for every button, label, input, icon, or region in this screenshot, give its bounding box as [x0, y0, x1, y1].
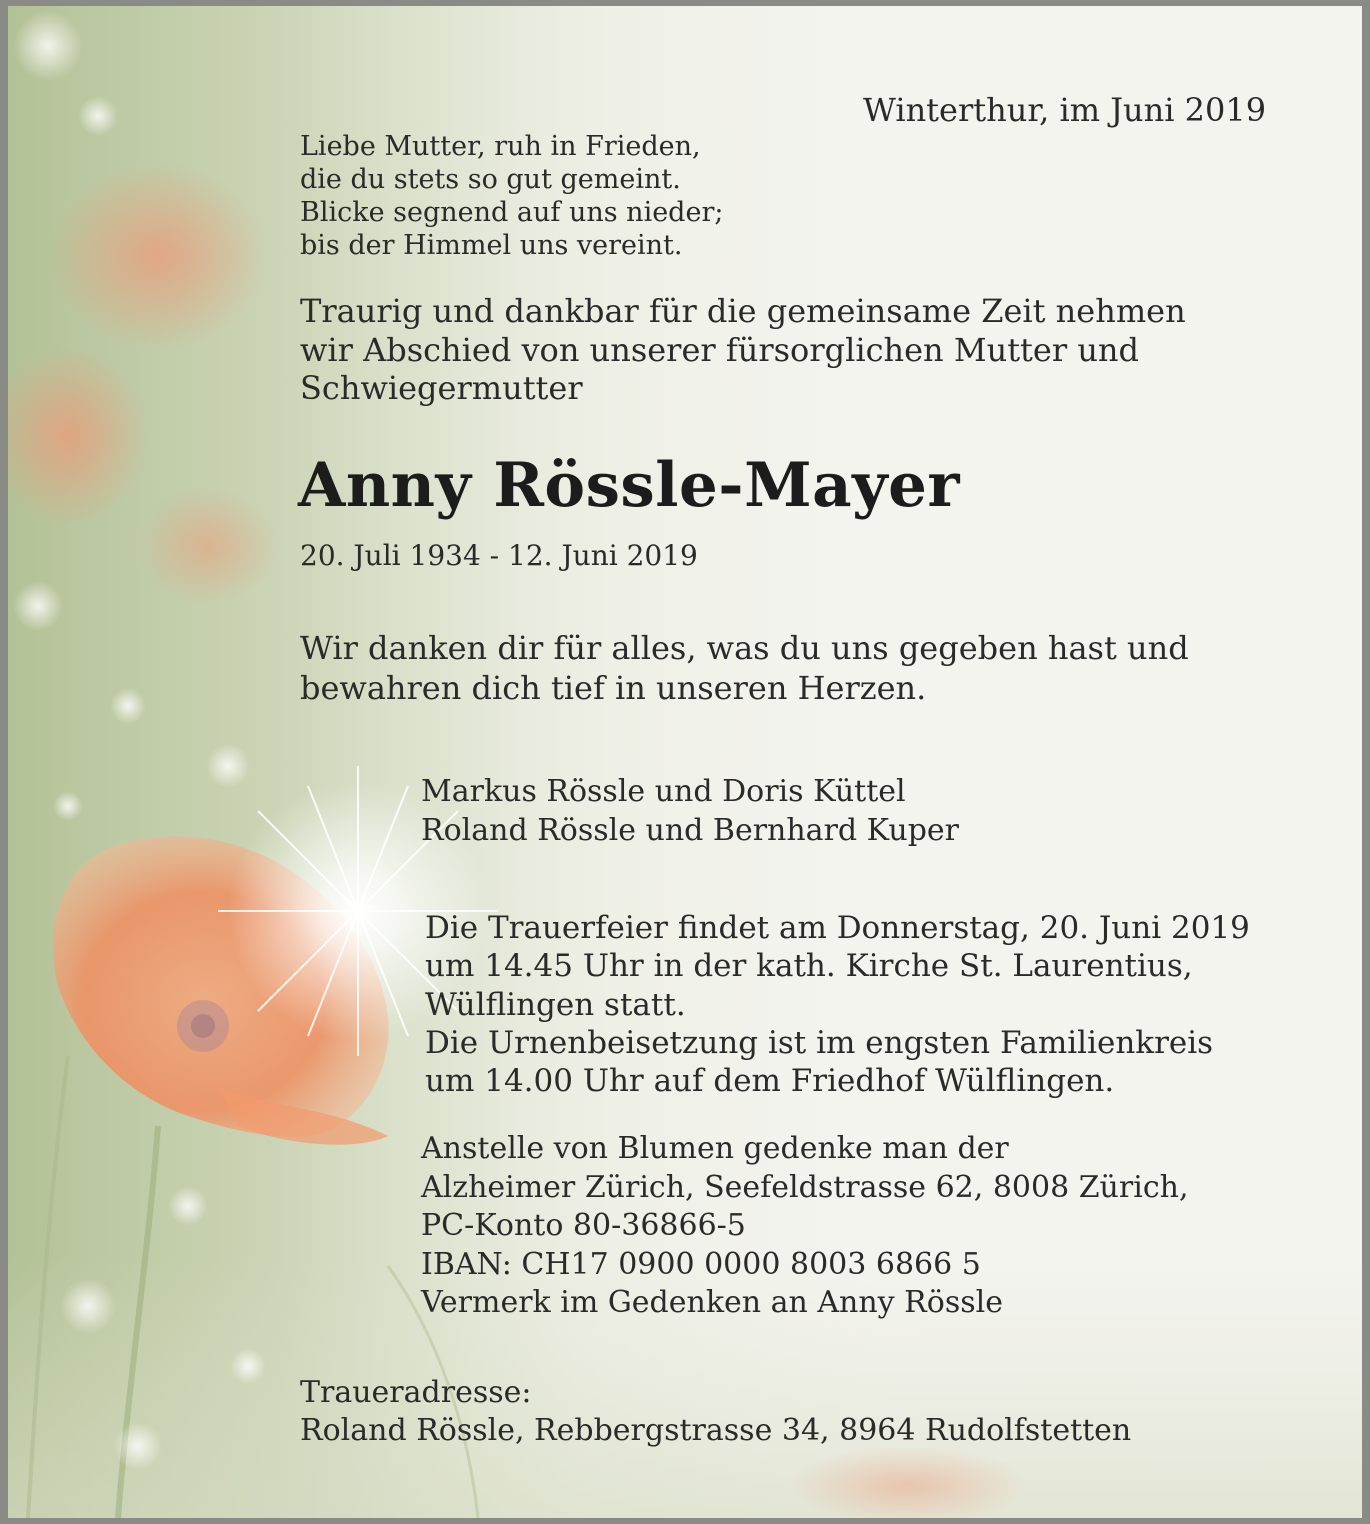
thanks-text [300, 628, 1189, 708]
intro-line: wir Abschied von unserer fürsorglichen Mutter und [300, 330, 1140, 369]
mourners-list [421, 772, 959, 850]
funeral-line: Die Trauerfeier findet am Donnerstag, 20. Juni 2019 [425, 910, 1250, 946]
mourner-line: Roland Rössle und Bernhard Kuper [421, 813, 960, 848]
funeral-line: Wülflingen statt. [425, 986, 686, 1023]
life-dates: 20. Juli 1934 - 12. Juni 2019 [300, 539, 698, 572]
address-line: Traueradresse: [300, 1375, 532, 1410]
poem-line: bis der Himmel uns vereint. [300, 230, 683, 261]
funeral-line: um 14.45 Uhr in der kath. Kirche St. Laurentius, [425, 948, 1193, 985]
place-date: Winterthur, im Juni 2019 [863, 91, 1267, 129]
donation-line: Anstelle von Blumen gedenke man der [421, 1131, 1009, 1166]
thanks-line: Wir danken dir für alles, was du uns gegeben hast und [300, 629, 1189, 667]
intro-text [300, 292, 1186, 408]
poem-line: die du stets so gut gemeint. [300, 164, 681, 195]
deceased-name: Anny Rössle-Mayer [298, 450, 961, 521]
poem [300, 130, 723, 262]
funeral-line: um 14.00 Uhr auf dem Friedhof Wülflingen. [425, 1063, 1115, 1100]
address-line: Roland Rössle, Rebbergstrasse 34, 8964 Rudolfstetten [300, 1413, 1132, 1448]
donation-line: Alzheimer Zürich, Seefeldstrasse 62, 8008 Zürich, [421, 1169, 1189, 1205]
donation-info [421, 1130, 1188, 1323]
donation-line: Vermerk im Gedenken an Anny Rössle [421, 1285, 1003, 1321]
funeral-line: Die Urnenbeisetzung ist im engsten Familienkreis [425, 1024, 1214, 1061]
intro-line: Schwiegermutter [300, 369, 583, 407]
intro-line: Traurig und dankbar für die gemeinsame Zeit nehmen [300, 292, 1186, 330]
mourning-address [300, 1374, 1131, 1450]
donation-line: IBAN: CH17 0900 0000 8003 6866 5 [421, 1246, 981, 1282]
funeral-info [425, 909, 1250, 1100]
thanks-line: bewahren dich tief in unseren Herzen. [300, 669, 927, 707]
obituary-page [8, 6, 1362, 1518]
poem-line: Liebe Mutter, ruh in Frieden, [300, 131, 701, 162]
poem-line: Blicke segnend auf uns nieder; [300, 197, 724, 228]
donation-line: PC-Konto 80-36866-5 [421, 1208, 746, 1244]
mourner-line: Markus Rössle und Doris Küttel [421, 774, 906, 809]
